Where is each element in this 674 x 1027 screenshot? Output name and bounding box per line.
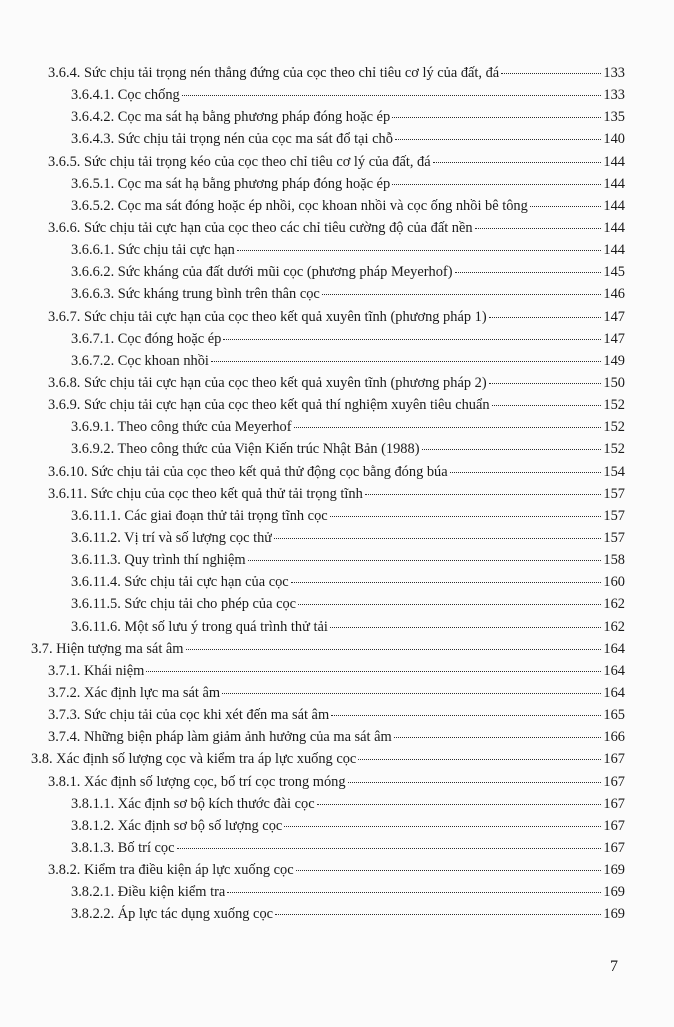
- toc-entry: [31, 881, 625, 903]
- toc-entry: [31, 416, 625, 438]
- toc-entry-title: 3.6.4. Sức chịu tải trọng nén thẳng đứng của cọc theo chỉ tiêu cơ lý của đất, đá: [48, 65, 500, 81]
- toc-entry: [31, 638, 625, 660]
- toc-entry: [31, 128, 625, 150]
- toc-entry-title: 3.6.11.1. Các giai đoạn thử tải trọng tĩnh cọc: [71, 507, 328, 524]
- toc-entry: [31, 748, 625, 770]
- toc-entry-page: 167: [603, 795, 625, 812]
- toc-entry: [31, 505, 625, 527]
- dot-leader: [182, 94, 602, 96]
- toc-entry-title: 3.7.3. Sức chịu tải của cọc khi xét đến ma sát âm: [48, 707, 330, 724]
- toc-entry-title: 3.6.6. Sức chịu tải cực hạn của cọc theo các chỉ tiêu cường độ của đất nền: [48, 219, 473, 236]
- toc-entry: [31, 62, 625, 84]
- toc-entry: [31, 682, 625, 704]
- toc-entry: [31, 394, 625, 416]
- toc-entry-page: 144: [603, 219, 625, 236]
- toc-entry: [31, 771, 625, 793]
- dot-leader: [330, 515, 602, 517]
- toc-entry-title: 3.6.11.2. Vị trí và số lượng cọc thử: [71, 529, 273, 546]
- toc-entry-page: 164: [603, 640, 625, 657]
- toc-entry-page: 160: [603, 574, 625, 591]
- dot-leader: [450, 471, 602, 473]
- toc-entry-page: 152: [603, 419, 625, 436]
- toc-entry-title: 3.8.1.1. Xác định sơ bộ kích thước đài cọc: [71, 795, 315, 812]
- toc-entry: [31, 704, 625, 726]
- toc-entry: [31, 328, 625, 350]
- toc-entry: [31, 306, 625, 328]
- toc-entry-page: 154: [603, 463, 625, 480]
- toc-entry-page: 133: [603, 87, 625, 104]
- dot-leader: [501, 72, 601, 74]
- toc-entry-title: 3.6.9.2. Theo công thức của Viện Kiến trúc Nhật Bản (1988): [71, 441, 420, 458]
- dot-leader: [394, 736, 602, 738]
- toc-entry-page: 167: [603, 839, 625, 856]
- dot-leader: [177, 847, 602, 849]
- toc-entry-title: 3.6.7.1. Cọc đóng hoặc ép: [71, 330, 222, 347]
- dot-leader: [433, 161, 602, 163]
- toc-entry-title: 3.6.5.1. Cọc ma sát hạ bằng phương pháp đóng hoặc ép: [71, 175, 391, 192]
- toc-entry-title: 3.6.11. Sức chịu của cọc theo kết quả thử tải trọng tĩnh: [48, 485, 363, 502]
- toc-entry-page: 164: [603, 662, 625, 679]
- toc-entry-page: 140: [603, 131, 625, 148]
- toc-entry-title: 3.8.1.3. Bố trí cọc: [71, 839, 175, 856]
- dot-leader: [222, 692, 601, 694]
- toc-entry: [31, 616, 625, 638]
- dot-leader: [422, 448, 602, 450]
- dot-leader: [492, 404, 602, 406]
- dot-leader: [284, 825, 601, 827]
- toc-entry-page: 152: [603, 397, 625, 414]
- toc-entry-page: 135: [603, 109, 625, 126]
- dot-leader: [331, 714, 601, 716]
- dot-leader: [358, 758, 601, 760]
- toc-entry-page: 164: [603, 684, 625, 701]
- toc-entry-title: 3.6.11.4. Sức chịu tải cực hạn của cọc: [71, 574, 289, 591]
- toc-entry: [31, 549, 625, 571]
- toc-entry-page: 169: [603, 884, 625, 901]
- toc-entry-title: 3.6.6.3. Sức kháng trung bình trên thân cọc: [71, 286, 320, 303]
- dot-leader: [211, 360, 602, 362]
- toc-entry-page: 133: [603, 65, 625, 81]
- toc-entry: [31, 815, 625, 837]
- toc-entry-title: 3.8.2. Kiểm tra điều kiện áp lực xuống cọc: [48, 862, 294, 879]
- toc-entry-page: 144: [603, 153, 625, 170]
- toc-entry-page: 167: [603, 751, 625, 768]
- toc-entry: [31, 239, 625, 261]
- toc-entry-page: 152: [603, 441, 625, 458]
- toc-entry-title: 3.7.2. Xác định lực ma sát âm: [48, 684, 221, 701]
- toc-entry-title: 3.6.6.2. Sức kháng của đất dưới mũi cọc (phương pháp Meyerhof): [71, 264, 453, 281]
- dot-leader: [530, 205, 602, 207]
- toc-entry: [31, 350, 625, 372]
- toc-entry-page: 147: [603, 308, 625, 325]
- dot-leader: [298, 603, 601, 605]
- toc-entry-title: 3.6.10. Sức chịu tải của cọc theo kết quả thử động cọc bằng đóng búa: [48, 463, 448, 480]
- toc-entry: [31, 571, 625, 593]
- dot-leader: [392, 116, 601, 118]
- toc-entry-title: 3.6.4.2. Cọc ma sát hạ bằng phương pháp đóng hoặc ép: [71, 109, 391, 126]
- toc-entry-title: 3.7.1. Khái niệm: [48, 662, 145, 679]
- toc-entry-title: 3.8.2.1. Điều kiện kiểm tra: [71, 884, 226, 901]
- dot-leader: [275, 913, 601, 915]
- toc-entry-page: 162: [603, 618, 625, 635]
- dot-leader: [330, 626, 602, 628]
- toc-entry: [31, 261, 625, 283]
- toc-entry-title: 3.6.6.1. Sức chịu tải cực hạn: [71, 242, 235, 259]
- toc-entry-page: 147: [603, 330, 625, 347]
- toc-entry: [31, 660, 625, 682]
- toc-entry: [31, 173, 625, 195]
- toc-entry: [31, 483, 625, 505]
- toc-entry-page: 146: [603, 286, 625, 303]
- dot-leader: [455, 271, 602, 273]
- dot-leader: [322, 293, 602, 295]
- toc-entry-title: 3.6.4.1. Cọc chống: [71, 87, 180, 104]
- toc-entry-title: 3.6.7.2. Cọc khoan nhồi: [71, 352, 209, 369]
- toc-entry: [31, 726, 625, 748]
- toc-entry-page: 145: [603, 264, 625, 281]
- toc-entry-page: 157: [603, 485, 625, 502]
- dot-leader: [223, 338, 601, 340]
- toc-entry: [31, 837, 625, 859]
- dot-leader: [365, 493, 602, 495]
- toc-entry: [31, 461, 625, 483]
- table-of-contents: [31, 62, 625, 925]
- dot-leader: [248, 559, 602, 561]
- toc-entry-page: 144: [603, 197, 625, 214]
- dot-leader: [294, 426, 602, 428]
- toc-entry: [31, 438, 625, 460]
- toc-entry-page: 157: [603, 507, 625, 524]
- toc-entry-title: 3.6.11.6. Một số lưu ý trong quá trình thử tải: [71, 618, 328, 635]
- toc-entry-title: 3.8.1.2. Xác định sơ bộ số lượng cọc: [71, 817, 283, 834]
- dot-leader: [395, 138, 602, 140]
- toc-entry: [31, 527, 625, 549]
- toc-entry-title: 3.7. Hiện tượng ma sát âm: [31, 640, 184, 657]
- toc-entry-title: 3.8. Xác định số lượng cọc và kiểm tra áp lực xuống cọc: [31, 751, 357, 768]
- toc-entry-title: 3.6.8. Sức chịu tải cực hạn của cọc theo kết quả xuyên tĩnh (phương pháp 2): [48, 374, 487, 391]
- toc-entry-page: 162: [603, 596, 625, 613]
- toc-entry-page: 149: [603, 352, 625, 369]
- toc-entry: [31, 903, 625, 925]
- toc-entry-title: 3.8.1. Xác định số lượng cọc, bố trí cọc trong móng: [48, 773, 346, 790]
- toc-entry-page: 144: [603, 175, 625, 192]
- dot-leader: [475, 227, 602, 229]
- toc-entry-page: 167: [603, 817, 625, 834]
- dot-leader: [392, 183, 601, 185]
- toc-entry-page: 169: [603, 862, 625, 879]
- dot-leader: [291, 581, 602, 583]
- toc-entry-title: 3.6.4.3. Sức chịu tải trọng nén của cọc ma sát đổ tại chỗ: [71, 131, 393, 148]
- toc-entry-title: 3.6.7. Sức chịu tải cực hạn của cọc theo kết quả xuyên tĩnh (phương pháp 1): [48, 308, 487, 325]
- toc-entry-page: 167: [603, 773, 625, 790]
- toc-entry-page: 165: [603, 707, 625, 724]
- toc-entry-page: 150: [603, 374, 625, 391]
- toc-entry-title: 3.6.11.5. Sức chịu tải cho phép của cọc: [71, 596, 297, 613]
- toc-entry: [31, 217, 625, 239]
- toc-entry-title: 3.7.4. Những biện pháp làm giảm ảnh hưởng của ma sát âm: [48, 729, 392, 746]
- dot-leader: [317, 803, 602, 805]
- toc-entry-page: 158: [603, 552, 625, 569]
- toc-entry: [31, 793, 625, 815]
- dot-leader: [348, 781, 602, 783]
- toc-entry-page: 144: [603, 242, 625, 259]
- dot-leader: [146, 670, 601, 672]
- page-number: 7: [610, 958, 618, 975]
- dot-leader: [186, 648, 602, 650]
- toc-entry-page: 157: [603, 529, 625, 546]
- toc-entry: [31, 195, 625, 217]
- dot-leader: [296, 869, 602, 871]
- toc-entry-page: 169: [603, 906, 625, 923]
- toc-entry: [31, 84, 625, 106]
- toc-entry: [31, 106, 625, 128]
- toc-entry-title: 3.8.2.2. Áp lực tác dụng xuống cọc: [71, 906, 274, 923]
- toc-entry: [31, 283, 625, 305]
- toc-entry: [31, 593, 625, 615]
- dot-leader: [489, 382, 602, 384]
- dot-leader: [489, 316, 602, 318]
- toc-entry-page: 166: [603, 729, 625, 746]
- toc-entry-title: 3.6.11.3. Quy trình thí nghiệm: [71, 552, 246, 569]
- dot-leader: [274, 537, 601, 539]
- toc-entry: [31, 859, 625, 881]
- toc-entry-title: 3.6.9. Sức chịu tải cực hạn của cọc theo kết quả thí nghiệm xuyên tiêu chuẩn: [48, 397, 490, 414]
- toc-entry: [31, 372, 625, 394]
- dot-leader: [237, 249, 602, 251]
- toc-entry: [31, 151, 625, 173]
- toc-entry-title: 3.6.9.1. Theo công thức của Meyerhof: [71, 419, 292, 436]
- dot-leader: [227, 891, 601, 893]
- toc-entry-title: 3.6.5. Sức chịu tải trọng kéo của cọc theo chỉ tiêu cơ lý của đất, đá: [48, 153, 431, 170]
- toc-entry-title: 3.6.5.2. Cọc ma sát đóng hoặc ép nhồi, cọc khoan nhồi và cọc ống nhồi bê tông: [71, 197, 528, 214]
